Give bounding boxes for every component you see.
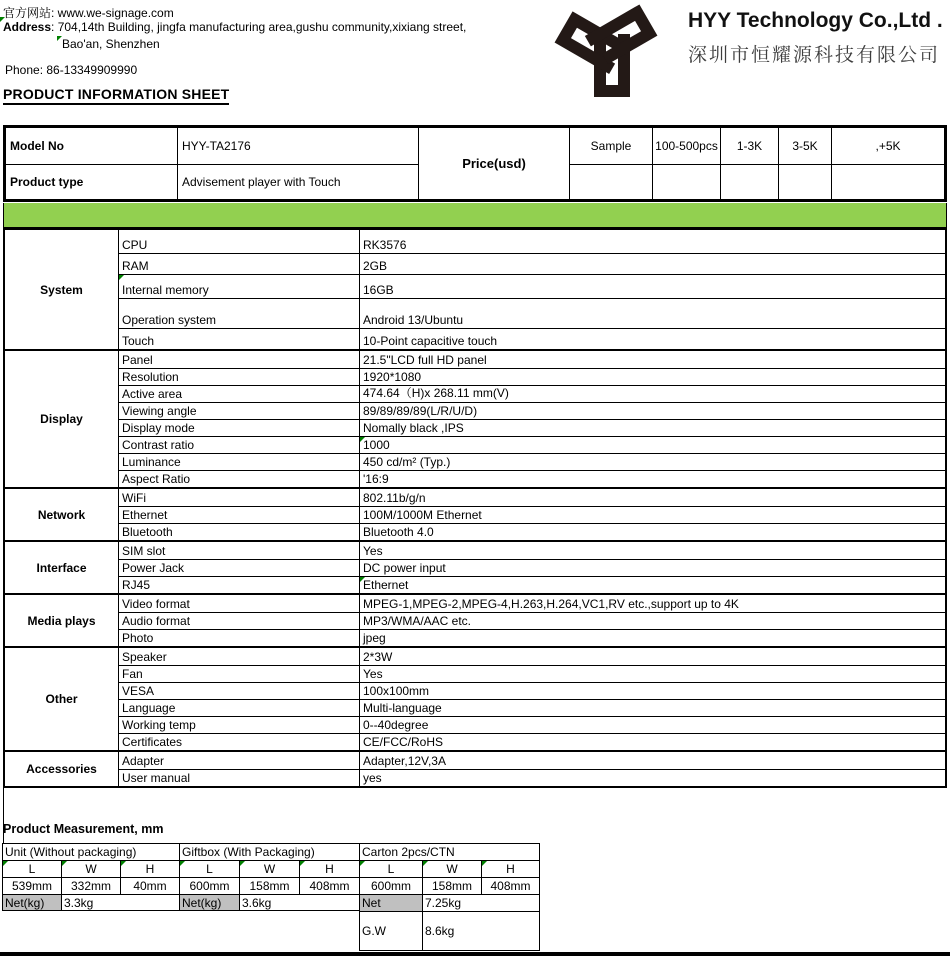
spec-value: Yes	[363, 667, 383, 681]
price-tier-value	[779, 165, 832, 199]
spec-value: 2GB	[363, 259, 388, 273]
spec-value: Nomally black ,IPS	[363, 421, 464, 435]
spec-row-luminance	[119, 453, 945, 470]
spec-value: CE/FCC/RoHS	[363, 735, 444, 749]
measurement-section-giftbox-with-packaging-: Giftbox (With Packaging)	[179, 843, 359, 860]
spec-row-ram	[119, 253, 945, 274]
spec-value: Adapter,12V,3A	[363, 754, 446, 768]
spec-value: 100M/1000M Ethernet	[363, 508, 482, 522]
price-tier-value	[570, 165, 653, 199]
spec-value: 89/89/89/89(L/R/U/D)	[363, 404, 478, 418]
dim-value: 40mm	[120, 877, 179, 894]
gross-weight-label: G.W	[359, 911, 422, 951]
net-value: 3.6kg	[239, 894, 359, 911]
spec-label: Panel	[119, 351, 360, 368]
spec-label: SIM slot	[119, 542, 360, 559]
spec-label: Resolution	[119, 369, 360, 385]
dim-header: L	[179, 860, 239, 877]
comment-marker	[0, 17, 5, 22]
price-table	[3, 125, 947, 202]
spec-label: Adapter	[119, 752, 360, 769]
spec-value: 100x100mm	[363, 684, 430, 698]
empty-region	[2, 911, 359, 951]
spec-label: Internal memory	[119, 275, 360, 298]
measurement-section-unit-without-packaging-: Unit (Without packaging)	[2, 843, 179, 860]
spec-label: Working temp	[119, 717, 360, 733]
spec-row-working-temp	[119, 716, 945, 733]
section-system	[5, 230, 945, 349]
measurement-table	[2, 843, 540, 951]
spec-label: CPU	[119, 230, 360, 253]
dim-header: W	[239, 860, 299, 877]
spec-table	[3, 227, 947, 788]
spec-label: Touch	[119, 329, 360, 349]
net-label: Net	[359, 894, 422, 911]
spec-value: Bluetooth 4.0	[363, 525, 434, 539]
spec-label: Bluetooth	[119, 524, 360, 540]
dim-header: H	[299, 860, 359, 877]
spec-row-panel	[119, 351, 945, 368]
spec-value: DC power input	[363, 561, 446, 575]
dim-header: H	[481, 860, 540, 877]
spec-row-rj45	[119, 576, 945, 593]
spec-value: '16:9	[363, 472, 389, 486]
spec-row-adapter	[119, 752, 945, 769]
dim-value: 539mm	[2, 877, 61, 894]
spec-row-internal-memory	[119, 274, 945, 298]
section-media-plays	[5, 593, 945, 646]
address-line	[3, 20, 466, 34]
website-line: 官方网站: www.we-signage.com	[3, 6, 174, 20]
spec-row-cpu	[119, 230, 945, 253]
net-label: Net(kg)	[179, 894, 239, 911]
spec-label: Audio format	[119, 613, 360, 629]
section-header-network: Network	[5, 489, 119, 540]
section-display	[5, 349, 945, 487]
model-no-value: HYY-TA2176	[178, 128, 419, 165]
comment-marker	[482, 861, 487, 866]
spec-value: MPEG-1,MPEG-2,MPEG-4,H.263,H.264,VC1,RV etc.,support up to 4K	[363, 597, 739, 611]
bottom-rule	[0, 952, 950, 956]
spec-value: 16GB	[363, 283, 394, 297]
price-tier-3-5k: 3-5K	[779, 128, 832, 165]
spec-row-wifi	[119, 489, 945, 506]
spec-row-viewing-angle	[119, 402, 945, 419]
section-accessories	[5, 750, 945, 786]
address-text: : 704,14th Building, jingfa manufacturing area,gushu community,xixiang street,	[51, 20, 467, 34]
spec-label: VESA	[119, 683, 360, 699]
spec-value: 10-Point capacitive touch	[363, 334, 498, 348]
section-other	[5, 646, 945, 750]
spec-value: 1000	[360, 437, 945, 453]
spec-row-ethernet	[119, 506, 945, 523]
spec-label: Active area	[119, 386, 360, 402]
spec-value: 802.11b/g/n	[363, 491, 426, 505]
dim-value: 158mm	[239, 877, 299, 894]
spec-label: WiFi	[119, 489, 360, 506]
spec-row-operation-system	[119, 298, 945, 328]
spec-label: Language	[119, 700, 360, 716]
spec-label: Certificates	[119, 734, 360, 750]
dim-value: 408mm	[299, 877, 359, 894]
spec-row-bluetooth	[119, 523, 945, 540]
spec-label: Power Jack	[119, 560, 360, 576]
spec-label: Video format	[119, 595, 360, 612]
net-label: Net(kg)	[2, 894, 61, 911]
spec-row-contrast-ratio	[119, 436, 945, 453]
spec-row-resolution	[119, 368, 945, 385]
spec-value: 21.5"LCD full HD panel	[363, 353, 487, 367]
spec-row-language	[119, 699, 945, 716]
comment-marker	[300, 861, 305, 866]
section-header-interface: Interface	[5, 542, 119, 593]
section-header-system: System	[5, 230, 119, 349]
price-tier-value	[653, 165, 721, 199]
section-header-other: Other	[5, 648, 119, 750]
dim-header: W	[422, 860, 481, 877]
spec-row-audio-format	[119, 612, 945, 629]
price-tier-value	[721, 165, 779, 199]
spec-value: RK3576	[363, 238, 407, 252]
spec-value: jpeg	[363, 631, 386, 645]
product-type-label: Product type	[6, 165, 178, 199]
measurement-title: Product Measurement, mm	[3, 822, 164, 836]
hyy-y-logo-icon	[532, 0, 684, 105]
price-tier-1-3k: 1-3K	[721, 128, 779, 165]
price-tier-sample: Sample	[570, 128, 653, 165]
spec-value: 1920*1080	[363, 370, 422, 384]
spec-row-active-area	[119, 385, 945, 402]
spec-value: 0--40degree	[363, 718, 429, 732]
dim-header: L	[359, 860, 422, 877]
spec-value: Ethernet	[360, 577, 945, 593]
dim-value: 600mm	[359, 877, 422, 894]
spec-value: Yes	[363, 544, 383, 558]
spec-value: Multi-language	[363, 701, 442, 715]
spec-value: MP3/WMA/AAC etc.	[363, 614, 472, 628]
spec-row-aspect-ratio	[119, 470, 945, 487]
comment-marker	[360, 577, 365, 582]
spec-row-photo	[119, 629, 945, 646]
spec-value: yes	[363, 771, 382, 785]
measurement-section-carton-2pcs-ctn: Carton 2pcs/CTN	[359, 843, 540, 860]
comment-marker	[240, 861, 245, 866]
net-value: 7.25kg	[422, 894, 540, 911]
spec-label: Photo	[119, 630, 360, 646]
price-tier--5k: ,+5K	[832, 128, 944, 165]
dim-value: 158mm	[422, 877, 481, 894]
section-header-display: Display	[5, 351, 119, 487]
spec-label: Luminance	[119, 454, 360, 470]
dim-value: 600mm	[179, 877, 239, 894]
comment-marker	[119, 275, 124, 280]
spec-row-sim-slot	[119, 542, 945, 559]
spec-value: 2*3W	[363, 650, 393, 664]
spec-row-vesa	[119, 682, 945, 699]
model-no-label: Model No	[6, 128, 178, 165]
spec-row-user-manual	[119, 769, 945, 786]
price-tier-value	[832, 165, 944, 199]
dim-value: 332mm	[61, 877, 120, 894]
spec-row-certificates	[119, 733, 945, 750]
spec-label: Aspect Ratio	[119, 471, 360, 487]
section-network	[5, 487, 945, 540]
comment-marker	[180, 861, 185, 866]
company-name-cn: 深圳市恒耀源科技有限公司	[688, 45, 941, 66]
spec-label: Contrast ratio	[119, 437, 360, 453]
page-title: PRODUCT INFORMATION SHEET	[3, 86, 229, 105]
net-value: 3.3kg	[61, 894, 179, 911]
spec-label: Fan	[119, 666, 360, 682]
spec-value: 450 cd/m² (Typ.)	[363, 455, 451, 469]
spec-label: Speaker	[119, 648, 360, 665]
spec-value: Android 13/Ubuntu	[363, 313, 464, 327]
gross-weight-value: 8.6kg	[422, 911, 540, 951]
comment-marker	[121, 861, 126, 866]
spec-row-touch	[119, 328, 945, 349]
dim-header: W	[61, 860, 120, 877]
section-header-accessories: Accessories	[5, 752, 119, 786]
spec-value: 474.64（H)x 268.11 mm(V)	[363, 386, 509, 400]
comment-marker	[57, 36, 62, 41]
spec-row-power-jack	[119, 559, 945, 576]
comment-marker	[360, 861, 365, 866]
spec-label: User manual	[119, 770, 360, 786]
spec-row-fan	[119, 665, 945, 682]
spec-label: Operation system	[119, 299, 360, 328]
spec-row-speaker	[119, 648, 945, 665]
spec-row-display-mode	[119, 419, 945, 436]
spec-label: Ethernet	[119, 507, 360, 523]
section-header-media-plays: Media plays	[5, 595, 119, 646]
spec-label: Display mode	[119, 420, 360, 436]
price-usd-header: Price(usd)	[419, 128, 570, 199]
address-line-2: Bao'an, Shenzhen	[62, 37, 160, 51]
dim-header: L	[2, 860, 61, 877]
spec-row-video-format	[119, 595, 945, 612]
comment-marker	[62, 861, 67, 866]
comment-marker	[360, 437, 365, 442]
spec-label: RAM	[119, 254, 360, 274]
spec-label: Viewing angle	[119, 403, 360, 419]
comment-marker	[423, 861, 428, 866]
price-tier-100-500pcs: 100-500pcs	[653, 128, 721, 165]
spec-label: RJ45	[119, 577, 360, 593]
phone-line: Phone: 86-13349909990	[5, 63, 138, 77]
green-divider-bar	[3, 203, 947, 227]
address-label: Address	[3, 20, 52, 34]
dim-value: 408mm	[481, 877, 540, 894]
dim-header: H	[120, 860, 179, 877]
comment-marker	[3, 861, 8, 866]
section-interface	[5, 540, 945, 593]
product-type-value: Advisement player with Touch	[178, 165, 419, 199]
company-name-en: HYY Technology Co.,Ltd .	[688, 9, 943, 32]
